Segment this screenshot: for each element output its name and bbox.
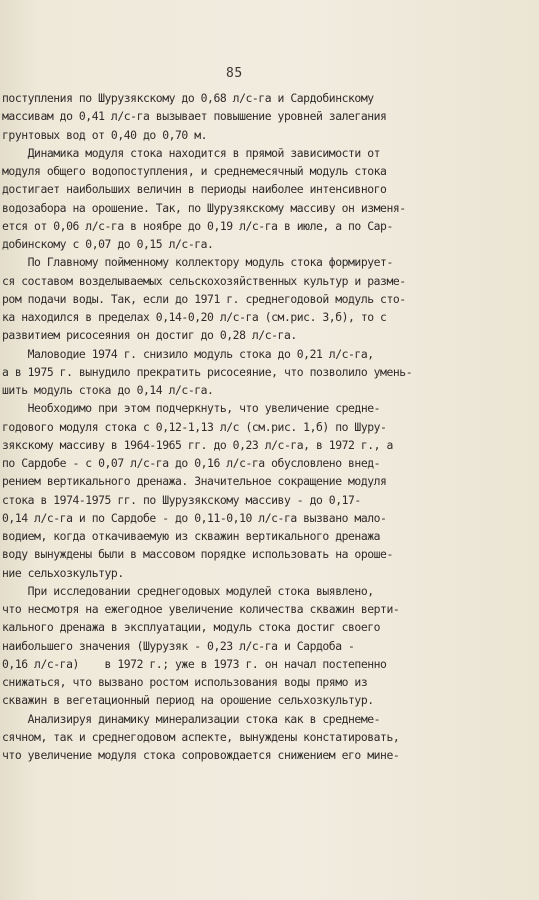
text-line: ром подачи воды. Так, если до 1971 г. среднегодовой модуль сто-: [2, 291, 406, 306]
text-line: зякскому массиву в 1964-1965 гг. до 0,23 л/с-га, в 1972 г., а: [2, 437, 393, 452]
text-line: достигает наибольших величин в периоды наиболее интенсивного: [2, 182, 387, 197]
text-line: рением вертикального дренажа. Значительное сокращение модуля: [2, 474, 387, 489]
text-line: скважин в вегетационный период на орошение сельхозкультур.: [2, 693, 374, 708]
text-line: ется от 0,06 л/с-га в ноябре до 0,19 л/с-га в июле, а по Сар-: [2, 218, 393, 233]
text-line: стока в 1974-1975 гг. по Шурузякскому массиву - до 0,17-: [2, 492, 361, 507]
text-line: поступления по Шурузякскому до 0,68 л/с-га и Сардобинскому: [2, 91, 374, 105]
text-line: При исследовании среднегодовых модулей стока выявлено,: [2, 583, 374, 598]
text-line: ся составом возделываемых сельскохозяйственных культур и разме-: [2, 273, 406, 288]
page-number: 85: [226, 66, 243, 81]
text-line: Необходимо при этом подчеркнуть, что увеличение средне-: [2, 401, 381, 416]
text-line: по Сардобе - с 0,07 л/с-га до 0,16 л/с-га обусловлено внед-: [2, 456, 381, 470]
text-line: развитием рисосеяния он достиг до 0,28 л/с-га.: [2, 328, 297, 343]
text-line: водозабора на орошение. Так, по Шурузякскому массиву он изменя-: [2, 200, 406, 215]
text-line: По Главному пойменному коллектору модуль стока формирует-: [2, 255, 393, 270]
body-text: [2, 89, 536, 764]
text-line: ка находился в пределах 0,14-0,20 л/с-га (см.рис. 3,б), то с: [2, 310, 387, 324]
text-line: ние сельхозкультур.: [2, 565, 124, 580]
text-line: а в 1975 г. вынудило прекратить рисосеяние, что позволило умень-: [2, 364, 413, 379]
text-line: годового модуля стока с 0,12-1,13 л/с (см.рис. 1,б) по Шуру-: [2, 419, 387, 434]
text-line: шить модуль стока до 0,14 л/с-га.: [2, 383, 214, 397]
text-line: 0,16 л/с-га) в 1972 г.; уже в 1973 г. он начал постепенно: [2, 656, 387, 671]
text-line: Анализируя динамику минерализации стока как в среднеме-: [2, 711, 381, 726]
text-line: кального дренажа в эксплуатации, модуль стока достиг своего: [2, 620, 381, 635]
text-line: Динамика модуля стока находится в прямой зависимости от: [2, 145, 381, 160]
text-line: Маловодие 1974 г. снизило модуль стока до 0,21 л/с-га,: [2, 346, 374, 361]
text-line: 0,14 л/с-га и по Сардобе - до 0,11-0,10 л/с-га вызвано мало-: [2, 510, 387, 525]
text-line: воду вынуждены были в массовом порядке использовать на ороше-: [2, 547, 393, 562]
text-line: что увеличение модуля стока сопровождается снижением его мине-: [2, 748, 400, 762]
text-line: что несмотря на ежегодное увеличение количества скважин верти-: [2, 602, 400, 616]
text-line: наибольшего значения (Шурузяк - 0,23 л/с-га и Сардоба -: [2, 638, 355, 653]
text-line: добинскому с 0,07 до 0,15 л/с-га.: [2, 237, 214, 251]
text-line: грунтовых вод от 0,40 до 0,70 м.: [2, 127, 208, 142]
text-line: модуля общего водопоступления, и среднемесячный модуль стока: [2, 164, 387, 178]
text-line: водием, когда откачиваемую из скважин вертикального дренажа: [2, 529, 381, 543]
text-line: снижаться, что вызвано ростом использования воды прямо из: [2, 675, 368, 689]
text-line: сячном, так и среднегодовом аспекте, вынуждены констатировать,: [2, 729, 400, 744]
text-line: массивам до 0,41 л/с-га вызывает повышение уровней залегания: [2, 109, 387, 124]
